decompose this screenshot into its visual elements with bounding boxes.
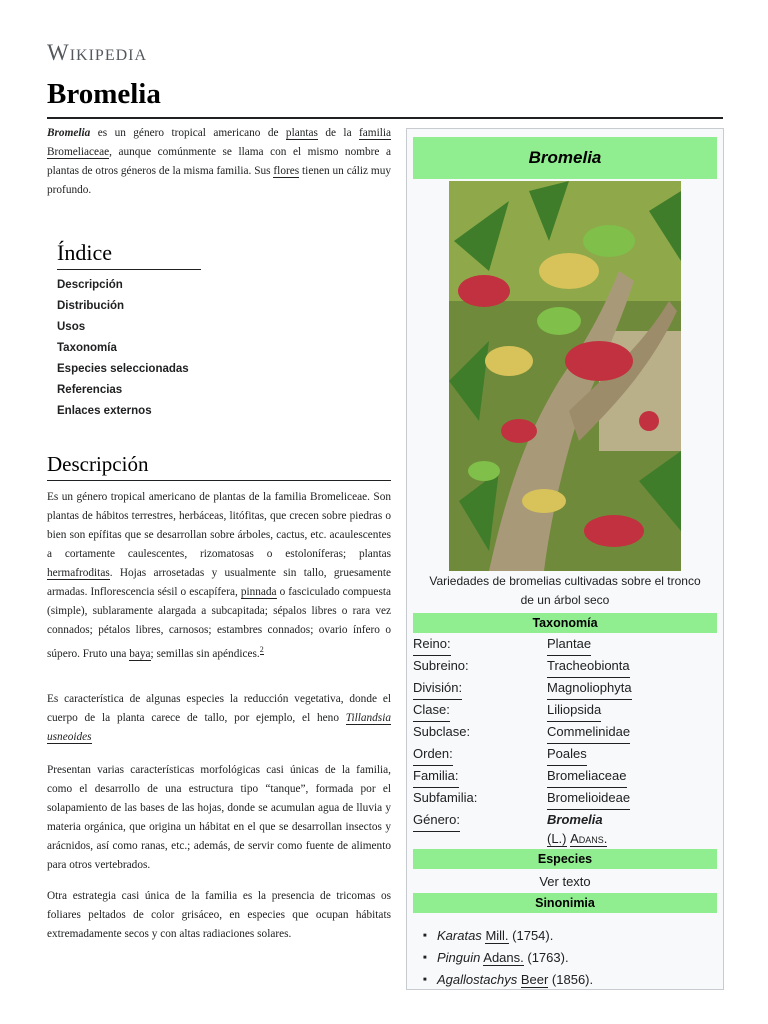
author-link[interactable]: Beer — [520, 972, 549, 987]
taxonomy-row — [413, 633, 717, 655]
rank-link[interactable]: Clase: — [413, 699, 450, 722]
genus-name: Bromelia — [547, 812, 603, 827]
taxon-link[interactable]: Liliopsida — [547, 699, 601, 722]
rank-label: Subclase: — [413, 724, 471, 739]
author-link-adans[interactable]: Adans. — [570, 831, 608, 846]
rank-link[interactable]: Género: — [413, 809, 460, 832]
link-bromeliaceae[interactable]: Bromeliaceae — [47, 146, 110, 158]
list-item — [421, 969, 711, 991]
intro-text: es un género tropical americano de — [90, 127, 286, 139]
taxon-link[interactable]: Commelinidae — [547, 721, 630, 744]
intro-bold: Bromelia — [47, 127, 91, 139]
body-text: ; semillas sin apéndices. — [150, 647, 260, 660]
intro-text: tienen un cáliz muy profundo. — [47, 165, 391, 196]
taxon-link[interactable]: Poales — [547, 743, 587, 766]
taxonomy-row — [413, 787, 717, 809]
body-text: Es característica de algunas especies la reducción vegetativa, donde el cuerpo de la planta carece de tallo, por ejemplo, el heno — [47, 693, 391, 724]
rank-label: Subfamilia: — [413, 790, 478, 805]
synonym-year: (1754). — [508, 928, 554, 943]
genus-authority — [413, 828, 717, 850]
intro-text: , aunque comúnmente se llama con el mismo nombre a plantas de otros géneros de la misma familia. Sus — [47, 146, 391, 177]
taxonomy-row — [413, 699, 717, 721]
description-paragraph-2 — [47, 690, 391, 747]
body-text: Otra estrategia casi única de la familia es la presencia de tricomas os foliares peltados de color grisáceo, en especies que ocupan hábitats extremadamente secos y con altas radiaciones solares. — [47, 890, 391, 940]
rank-link[interactable]: Reino: — [413, 633, 451, 656]
link-hermafroditas[interactable]: hermafroditas — [47, 567, 110, 579]
synonym-year: (1763). — [523, 950, 569, 965]
taxon-link[interactable]: Bromeliaceae — [547, 765, 627, 788]
taxonomy-row — [413, 765, 717, 787]
link-flores[interactable]: flores — [273, 165, 300, 177]
body-text: . Hojas arrosetadas y usualmente sin tallo, gruesamente armadas. Inflorescencia sésil o escapífera, — [47, 567, 391, 598]
taxon-link[interactable]: Tracheobionta — [547, 655, 630, 678]
taxon-link[interactable]: Magnoliophyta — [547, 677, 632, 700]
link-familia[interactable]: familia — [359, 127, 392, 139]
species-link[interactable]: Ver texto — [539, 874, 591, 889]
list-item — [421, 925, 711, 947]
synonym-name: Karatas — [437, 928, 482, 943]
synonym-year: (1856). — [548, 972, 594, 987]
toc-title: Índice — [57, 240, 112, 265]
author-link[interactable]: Adans. — [483, 950, 524, 965]
description-paragraph-1 — [47, 488, 391, 664]
taxonomy-row — [413, 655, 717, 677]
description-paragraph-3 — [47, 761, 391, 875]
section-divider — [47, 480, 391, 481]
toc-item-usos[interactable]: Usos — [57, 321, 86, 333]
toc-divider — [57, 269, 201, 270]
rank-link[interactable]: Orden: — [413, 743, 453, 766]
author-link[interactable]: Mill. — [485, 928, 509, 943]
authority — [547, 828, 607, 850]
section-heading: Descripción — [47, 452, 149, 476]
synonym-name: Agallostachys — [437, 972, 518, 987]
intro-text: de la — [317, 127, 360, 139]
wikipedia-wordmark[interactable]: Wikipedia — [47, 40, 148, 65]
list-item — [421, 947, 711, 969]
toc-item-enlaces[interactable]: Enlaces externos — [57, 405, 152, 417]
synonym-list — [421, 925, 711, 991]
rank-label: Subreino: — [413, 658, 469, 673]
species-header: Especies — [413, 849, 717, 869]
bromelia-photo-drawing — [449, 181, 681, 571]
toc-item-referencias[interactable]: Referencias — [57, 384, 123, 396]
link-tillandsia[interactable]: Tillandsia usneoides — [47, 712, 391, 743]
author-link-l[interactable]: (L.) — [547, 831, 567, 846]
title-divider — [47, 117, 723, 119]
link-pinnada[interactable]: pinnada — [240, 586, 277, 598]
taxobox — [406, 128, 724, 990]
description-paragraph-4 — [47, 887, 391, 944]
body-text: Presentan varias características morfológicas casi únicas de la familia, como el desarrollo de una estructura tipo “tanque”, formada por el solapamiento de las bases de las hojas, donde se acumulan agua de lluvia y materia orgánica, que origina un hábitat en el que se desarrollan insectos y arácnidos, así como ranas, etc.; además, de servir como fuente de alimento para otros vertebrados. — [47, 764, 391, 871]
toc-item-descripcion[interactable]: Descripción — [57, 279, 123, 291]
body-text: o fasciculado compuesta (simple), sublaramente alargada a subcapitada; sépalos libres o rara vez connados; pétalos libres, carnosos; estambres connados; ovario ínfero o súpero. Fruto una — [47, 586, 391, 660]
taxon-link[interactable]: Plantae — [547, 633, 591, 656]
link-plantas[interactable]: plantas — [285, 127, 318, 139]
taxonomy-row — [413, 721, 717, 743]
reference-2[interactable]: 2 — [259, 645, 264, 654]
toc-item-distribucion[interactable]: Distribución — [57, 300, 125, 312]
toc-item-taxonomia[interactable]: Taxonomía — [57, 342, 117, 354]
toc-item-especies[interactable]: Especies seleccionadas — [57, 363, 189, 375]
synonym-name: Pinguin — [437, 950, 481, 965]
page-title: Bromelia — [47, 78, 161, 110]
intro-paragraph — [47, 124, 391, 200]
photo-caption: Variedades de bromelias cultivadas sobre el tronco de un árbol seco — [429, 574, 701, 607]
taxon-link[interactable]: Bromelioideae — [547, 787, 630, 810]
taxonomy-header: Taxonomía — [413, 613, 717, 633]
taxonomy-row — [413, 743, 717, 765]
taxonomy-row — [413, 677, 717, 699]
synonymy-header: Sinonimia — [413, 893, 717, 913]
bromelia-photo[interactable] — [449, 181, 681, 571]
rank-link[interactable]: Familia: — [413, 765, 459, 788]
rank-link[interactable]: División: — [413, 677, 462, 700]
link-baya[interactable]: baya — [129, 647, 151, 660]
table-of-contents — [57, 240, 207, 422]
body-text: Es un género tropical americano de plantas de la familia Bromeliceae. Son plantas de hábitos terrestres, herbáceas, litófitas, que crecen sobre piedras o bien son epífitas que se desarrollan sobre árboles, cactus, etc. acaulescentes a cortamente caulescentes, rizomatosas o estoloníferas; plantas — [47, 491, 391, 560]
taxobox-title: Bromelia — [413, 137, 717, 179]
